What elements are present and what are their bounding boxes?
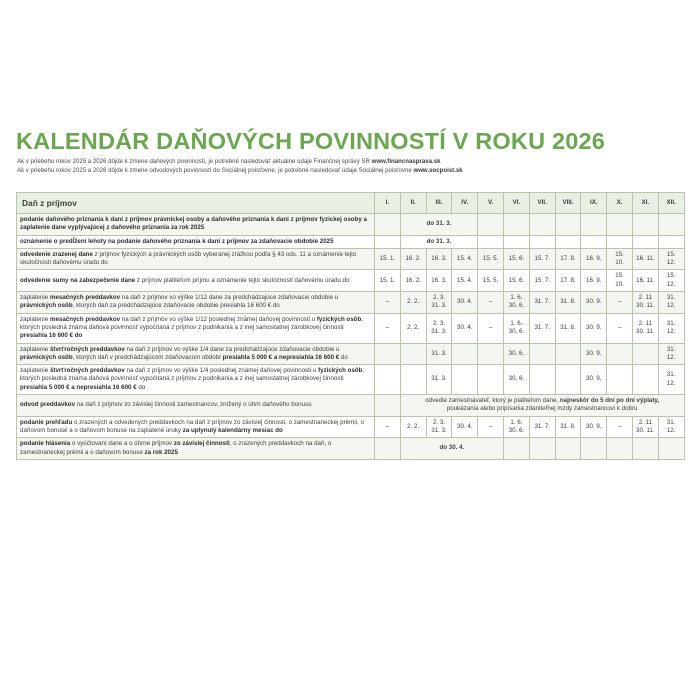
month-cell: 30. 9.: [581, 292, 607, 314]
month-cell: 31. 8.: [555, 416, 581, 438]
table-row: [17, 248, 685, 270]
month-cell: 2. 3. 31. 3.: [426, 313, 452, 343]
month-cell: 30. 6.: [503, 343, 529, 365]
month-cell: [607, 438, 633, 460]
month-cell: 15. 4.: [452, 270, 478, 292]
table-header-row: [17, 193, 685, 214]
month-cell: [452, 365, 478, 395]
month-cell: 2. 2.: [400, 313, 426, 343]
row-description: odvedenie zrazenej dane z príjmov fyzických a právnických osôb vyberanej zrážkou podľa § 43 ods. 11 a oznámenie tejto skutočnosti daňovému úradu do: [17, 248, 375, 270]
month-cell: 16. 9.: [581, 270, 607, 292]
month-cell: 15. 6.: [503, 248, 529, 270]
month-cell: 15. 5.: [478, 248, 504, 270]
month-cell: [658, 438, 684, 460]
month-cell: [607, 214, 633, 236]
column-header-month-12: XII.: [658, 193, 684, 214]
month-cell: 16. 9.: [581, 248, 607, 270]
note-text-2: Ak v priebehu rokov 2025 a 2026 dôjde k zmene odvodových povinností do Sociálnej poisťovne, je potrebné nasledovať údaje Sociálnej poisťovne www.socpoist.sk: [17, 167, 463, 174]
month-cell: [529, 343, 555, 365]
table-row: [17, 343, 685, 365]
month-cell: 31. 7.: [529, 313, 555, 343]
month-cell: 15. 12.: [658, 248, 684, 270]
column-header-month-3: III.: [426, 193, 452, 214]
page-title: KALENDÁR DAŇOVÝCH POVINNOSTÍ V ROKU 2026: [16, 128, 606, 154]
month-cell: 2. 11 30. 11.: [632, 313, 658, 343]
month-cell: [555, 365, 581, 395]
column-header-month-1: I.: [375, 193, 401, 214]
month-cell: [478, 343, 504, 365]
row-description: odvod preddavkov na daň z príjmov zo závislej činnosti zamestnancov, znížený o úhrn daňového bonusu: [17, 395, 375, 417]
table-row: [17, 365, 685, 395]
month-cell: 1. 6. 30. 6.: [503, 416, 529, 438]
month-cell: [400, 365, 426, 395]
month-cell: [581, 438, 607, 460]
row-description: oznámenie o predĺžení lehoty na podanie daňového priznania k dani z príjmov za zdaňovacie obdobie 2025: [17, 235, 375, 248]
month-cell: 15. 7.: [529, 270, 555, 292]
month-cell: [555, 235, 581, 248]
month-cell: 30. 6.: [503, 365, 529, 395]
note-text-1: Ak v priebehu rokov 2025 a 2026 dôjde k zmene daňových povinností, je potrebné nasledovať aktuálne údaje Finančnej správy SR www.financnasprava.sk: [17, 158, 441, 165]
month-cell: 31. 3.: [426, 365, 452, 395]
month-cell: [529, 214, 555, 236]
column-header-label: Daň z príjmov: [17, 193, 375, 214]
month-cell: 31. 12.: [658, 416, 684, 438]
month-cell: 15. 6.: [503, 270, 529, 292]
deadline-note-cell: do 30. 4.: [400, 438, 503, 460]
month-cell: 1. 6. 30. 6.: [503, 313, 529, 343]
month-cell: –: [375, 313, 401, 343]
month-cell: 16. 3.: [426, 270, 452, 292]
month-cell: 31. 12.: [658, 313, 684, 343]
month-cell: 16. 11.: [632, 248, 658, 270]
month-cell: [581, 235, 607, 248]
month-cell: 15. 7.: [529, 248, 555, 270]
month-cell: [375, 438, 401, 460]
month-cell: [555, 343, 581, 365]
month-cell: [632, 438, 658, 460]
month-cell: 15. 1.: [375, 270, 401, 292]
month-cell: –: [607, 292, 633, 314]
month-cell: [658, 235, 684, 248]
month-cell: –: [478, 292, 504, 314]
deadline-note-cell: do 31. 3.: [400, 235, 477, 248]
month-cell: [503, 438, 529, 460]
month-cell: 16. 2.: [400, 248, 426, 270]
column-header-month-5: V.: [478, 193, 504, 214]
month-cell: 30. 4.: [452, 292, 478, 314]
month-cell: 2. 11 30. 11.: [632, 292, 658, 314]
month-cell: 30. 9.: [581, 416, 607, 438]
month-cell: 15. 5.: [478, 270, 504, 292]
table-row: [17, 214, 685, 236]
month-cell: [375, 395, 401, 417]
month-cell: 31. 3.: [426, 343, 452, 365]
row-description: zaplatenie štvrťročných preddavkov na daň z príjmov vo výške 1/4 dane za predchádzajúce zdaňovacie obdobie u právnických osôb, ktorých daň v predchádzajúcom zdaňovacom období presiahla 5 000 € a nepresiahla 16 600 € do: [17, 343, 375, 365]
month-cell: 2. 3. 31. 3.: [426, 416, 452, 438]
month-cell: [478, 235, 504, 248]
month-cell: 2. 2.: [400, 292, 426, 314]
column-header-month-11: XI.: [632, 193, 658, 214]
table-row: [17, 270, 685, 292]
column-header-month-8: VIII.: [555, 193, 581, 214]
month-cell: 17. 8.: [555, 270, 581, 292]
table-header: [17, 193, 685, 214]
table-row: [17, 416, 685, 438]
month-cell: 15. 10.: [607, 248, 633, 270]
month-cell: 15. 12.: [658, 270, 684, 292]
row-description: zaplatenie štvrťročných preddavkov na daň z príjmov vo výške 1/4 poslednej známej daňovej povinnosti u fyzických osôb, ktorých posledná známa daňová povinnosť vypočítaná z príjmov z podnikania a z inej samostatnej zárobkovej činnosti presiahla 5 000 € a nepresiahla 16 600 € do: [17, 365, 375, 395]
month-cell: 17. 8.: [555, 248, 581, 270]
month-cell: –: [478, 416, 504, 438]
month-cell: [607, 235, 633, 248]
month-cell: –: [375, 416, 401, 438]
month-cell: 16. 11.: [632, 270, 658, 292]
month-cell: [607, 365, 633, 395]
column-header-month-2: II.: [400, 193, 426, 214]
row-description: zaplatenie mesačných preddavkov na daň z príjmov vo výške 1/12 dane za predchádzajúce zdaňovacie obdobie u právnických osôb, ktorých daň za predchádzajúce zdaňovacie obdobie presiahla 16 600 € do: [17, 292, 375, 314]
notes-block: [17, 157, 687, 175]
table-row: [17, 235, 685, 248]
table-row: [17, 313, 685, 343]
month-cell: [632, 365, 658, 395]
month-cell: 30. 9.: [581, 343, 607, 365]
month-cell: [555, 438, 581, 460]
month-cell: [375, 214, 401, 236]
row-description: zaplatenie mesačných preddavkov na daň z príjmov vo výške 1/12 poslednej známej daňovej povinnosti u fyzických osôb, ktorých posledná známa daňová povinnosť vypočítaná z príjmov z podnikania a z inej samostatnej zárobkovej činnosti presiahla 16 600 € do: [17, 313, 375, 343]
month-cell: 31. 12.: [658, 292, 684, 314]
note-line-1: [17, 157, 687, 166]
month-cell: [607, 343, 633, 365]
month-cell: [400, 343, 426, 365]
month-cell: –: [607, 313, 633, 343]
month-cell: 30. 4.: [452, 416, 478, 438]
month-cell: 1. 6. 30. 6.: [503, 292, 529, 314]
row-description: odvedenie sumy na zabezpečenie dane z príjmov platiteľom príjmu a oznámenie tejto skutočnosti daňovému úradu do: [17, 270, 375, 292]
month-cell: 30. 9.: [581, 365, 607, 395]
month-cell: [632, 214, 658, 236]
month-cell: [375, 343, 401, 365]
month-cell: 31. 12.: [658, 343, 684, 365]
month-cell: [503, 214, 529, 236]
column-header-month-9: IX.: [581, 193, 607, 214]
deadline-note-cell: do 31. 3.: [400, 214, 477, 236]
month-cell: 31. 8.: [555, 313, 581, 343]
deadline-note-cell: odvedie zamestnávateľ, ktorý je platiteľom dane, najneskôr do 5 dní po dni výplaty, poukázania alebo pripísania zdaniteľnej mzdy zamestnancovi k dobru: [400, 395, 684, 417]
month-cell: [632, 343, 658, 365]
column-header-month-4: IV.: [452, 193, 478, 214]
month-cell: –: [375, 292, 401, 314]
note-line-2: [17, 166, 687, 175]
column-header-month-7: VII.: [529, 193, 555, 214]
month-cell: [581, 214, 607, 236]
month-cell: 31. 12.: [658, 365, 684, 395]
month-cell: [452, 343, 478, 365]
table-row: [17, 292, 685, 314]
month-cell: 2. 11 30. 11.: [632, 416, 658, 438]
month-cell: 2. 2.: [400, 416, 426, 438]
month-cell: –: [607, 416, 633, 438]
month-cell: [529, 365, 555, 395]
month-cell: –: [478, 313, 504, 343]
month-cell: 16. 3.: [426, 248, 452, 270]
month-cell: [478, 365, 504, 395]
column-header-month-10: X.: [607, 193, 633, 214]
row-description: podanie prehľadu o zrazených a odvedených preddavkoch na daň z príjmov zo závislej činnosti, o zamestnaneckej prémii, o daňovom bonuse a o daňovom bonuse na zaplatené úroky za uplynulý kalendárny mesiac do: [17, 416, 375, 438]
tax-calendar-table: [16, 192, 685, 460]
column-header-month-6: VI.: [503, 193, 529, 214]
month-cell: 15. 10.: [607, 270, 633, 292]
month-cell: [555, 214, 581, 236]
row-description: podanie hlásenia o vyúčtovaní dane a o úhrne príjmov zo závislej činnosti, o zrazených preddavkoch na daň, o zamestnaneckej prémii a o daňovom bonuse za rok 2025: [17, 438, 375, 460]
month-cell: 31. 7.: [529, 292, 555, 314]
month-cell: [529, 438, 555, 460]
month-cell: [478, 214, 504, 236]
table-row: [17, 395, 685, 417]
month-cell: 15. 4.: [452, 248, 478, 270]
month-cell: 30. 9.: [581, 313, 607, 343]
table-row: [17, 438, 685, 460]
month-cell: 31. 7.: [529, 416, 555, 438]
month-cell: [375, 235, 401, 248]
month-cell: [503, 235, 529, 248]
month-cell: 15. 1.: [375, 248, 401, 270]
month-cell: [658, 214, 684, 236]
month-cell: [529, 235, 555, 248]
month-cell: 31. 8.: [555, 292, 581, 314]
month-cell: [632, 235, 658, 248]
month-cell: 2. 3. 31. 3.: [426, 292, 452, 314]
row-description: podanie daňového priznania k dani z príjmov právnickej osoby a daňového priznania k dani z príjmov fyzickej osoby a zaplatenie dane vyplývajúcej z daňového priznania za rok 2025: [17, 214, 375, 236]
month-cell: 30. 4.: [452, 313, 478, 343]
month-cell: 16. 2.: [400, 270, 426, 292]
table-body: [17, 214, 685, 460]
month-cell: [375, 365, 401, 395]
